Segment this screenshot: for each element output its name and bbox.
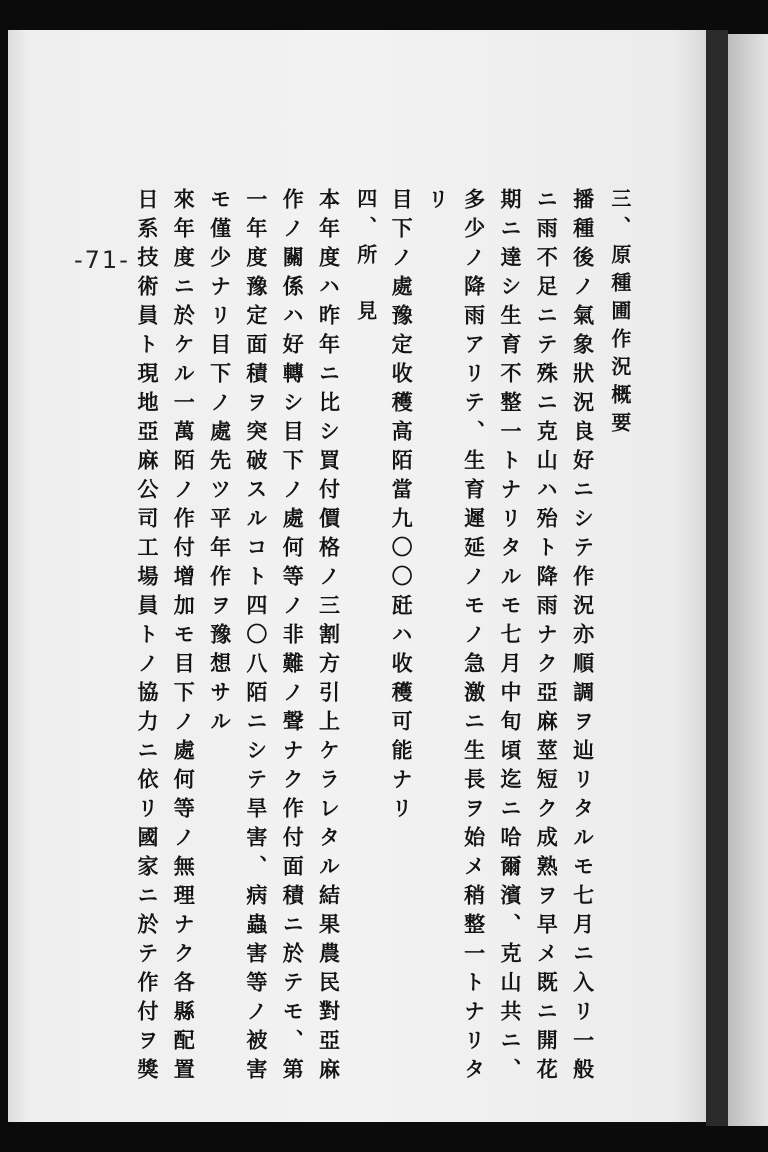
section-heading-4: 四、所 見 xyxy=(353,188,378,328)
text-column: 一年度豫定面積ヲ突破スルコト四〇八陌ニシテ旱害、病蟲害等ノ被害 xyxy=(243,188,269,1087)
text-column: 多少ノ降雨アリテ、生育遲延ノモノ急激ニ生長ヲ始メ稍整一トナリタ xyxy=(461,188,487,1087)
text-column: リ xyxy=(425,188,451,217)
text-column: 目下ノ處豫定收穫高陌當九〇〇瓩ハ收穫可能ナリ xyxy=(389,188,415,826)
text-column: 播種後ノ氣象狀況良好ニシテ作況亦順調ヲ辿リタルモ七月ニ入リ一般 xyxy=(570,188,596,1087)
text-column: 本年度ハ昨年ニ比シ買付價格ノ三割方引上ケラレタル結果農民對亞麻 xyxy=(316,188,342,1087)
next-page-edge xyxy=(728,34,768,1126)
text-column: 日系技術員ト現地亞麻公司工場員トノ協力ニ依リ國家ニ於テ作付ヲ獎 xyxy=(135,188,160,1087)
section-heading-3: 三、原種圃作況概要 xyxy=(607,188,632,440)
text-column: モ僅少ナリ目下ノ處先ツ平年作ヲ豫想サル xyxy=(207,188,233,739)
text-column: ニ雨不足ニテ殊ニ克山ハ殆ト降雨ナク亞麻莖短ク成熟ヲ早メ既ニ開花 xyxy=(534,188,560,1087)
vertical-text-block xyxy=(130,188,632,1087)
text-column: 期ニ達シ生育不整一トナリタルモ七月中旬頃迄ニ哈爾濱、克山共ニ、 xyxy=(497,188,523,1087)
page-number: -71- xyxy=(74,246,130,274)
book-spine xyxy=(706,30,728,1126)
text-column: 作ノ關係ハ好轉シ目下ノ處何等ノ非難ノ聲ナク作付面積ニ於テモ、第 xyxy=(280,188,306,1087)
text-column: 來年度ニ於ケル一萬陌ノ作付增加モ目下ノ處何等ノ無理ナク各縣配置 xyxy=(171,188,197,1087)
